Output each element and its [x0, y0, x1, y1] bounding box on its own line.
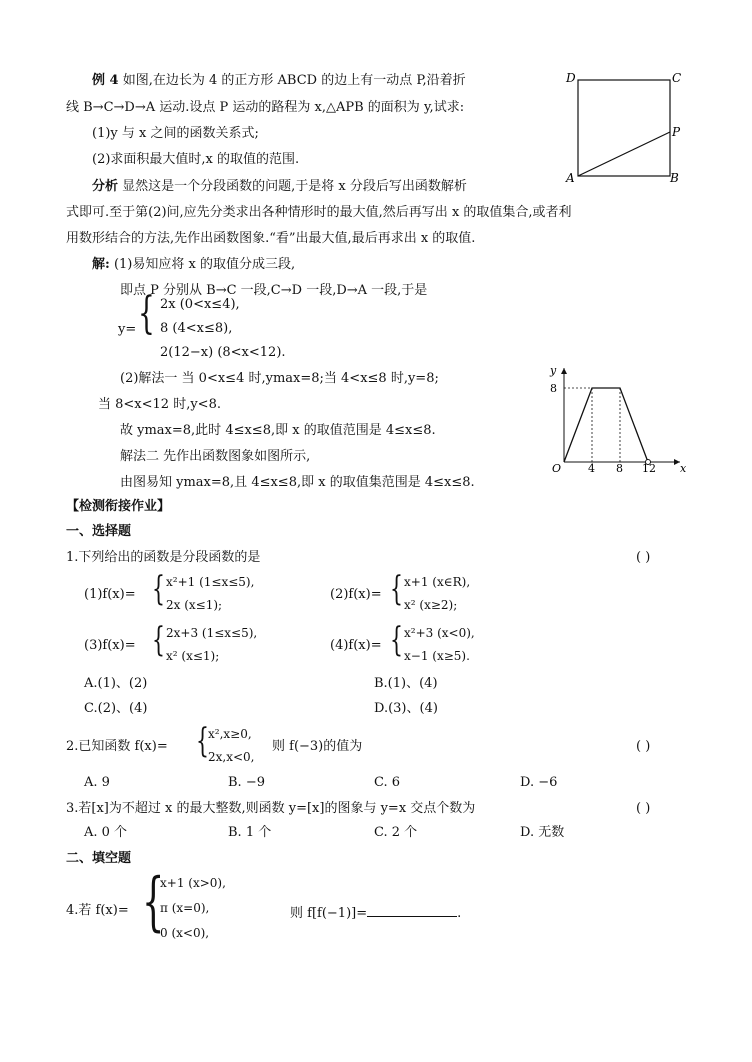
analysis-line-3: 用数形结合的方法,先作出函数图象.“看”出最大值,最后再求出 x 的取值. [66, 231, 476, 246]
f2-case-b: x² (x≥2); [404, 598, 458, 612]
solution-line-4: 当 8<x<12 时,y<8. [98, 397, 221, 412]
f4-label: (4)f(x)= [330, 638, 382, 653]
analysis-label: 分析 [92, 179, 119, 194]
f4-brace: { [390, 620, 403, 660]
analysis-line-2: 式即可.至于第(2)问,应先分类求出各种情形时的最大值,然后再写出 x 的取值集合,或者利 [66, 205, 572, 220]
case-2: 8 (4<x≤8), [160, 321, 233, 336]
f1-case-b: 2x (x≤1); [166, 598, 223, 612]
q4-brace: { [142, 865, 165, 939]
q2-option-d[interactable]: D. −6 [520, 775, 558, 790]
series-line [564, 388, 648, 462]
f3-label: (3)f(x)= [84, 638, 136, 653]
case-3: 2(12−x) (8<x<12). [160, 345, 286, 360]
q4-answer-blank[interactable] [367, 904, 457, 917]
q1-text: 1.下列给出的函数是分段函数的是 [66, 550, 261, 565]
label-b: B [670, 171, 679, 185]
f3-case-b: x² (x≤1); [166, 649, 220, 663]
q3-option-d[interactable]: D. 无数 [520, 825, 565, 840]
y-tick-8: 8 [550, 382, 557, 395]
example-line-2: 线 B→C→D→A 运动.设点 P 运动的路程为 x,△APB 的面积为 y,试求: [66, 100, 465, 115]
q2-label: 2.已知函数 f(x)= [66, 739, 168, 754]
solution-label: 解: [92, 257, 110, 272]
solution-line-5: 故 ymax=8,此时 4≤x≤8,即 x 的取值范围是 4≤x≤8. [120, 423, 436, 438]
example-label: 例 4 [92, 73, 119, 88]
label-p: P [672, 125, 681, 139]
x-tick-4: 4 [588, 462, 595, 474]
x-tick-8: 8 [616, 462, 623, 474]
q2-option-a[interactable]: A. 9 [84, 775, 110, 790]
q4-case-c: 0 (x<0), [160, 926, 210, 940]
f4-case-b: x−1 (x≥5). [404, 649, 470, 663]
q2-case-b: 2x,x<0, [208, 750, 255, 764]
section-fill: 二、填空题 [66, 851, 132, 866]
q3-text: 3.若[x]为不超过 x 的最大整数,则函数 y=[x]的图象与 y=x 交点个数为 [66, 801, 476, 816]
q3-answer-paren: ( ) [636, 801, 651, 816]
q1-answer-paren: ( ) [636, 550, 651, 565]
question-1: (1)y 与 x 之间的函数关系式; [92, 126, 259, 141]
f1-label: (1)f(x)= [84, 587, 136, 602]
q2-brace: { [196, 721, 209, 761]
q1-option-b[interactable]: B.(1)、(4) [374, 676, 438, 691]
solution-line-6: 解法二 先作出函数图象如图所示, [120, 449, 311, 464]
f3-case-a: 2x+3 (1≤x≤5), [166, 626, 258, 640]
solution-line-7: 由图易知 ymax=8,且 4≤x≤8,即 x 的取值集范围是 4≤x≤8. [120, 475, 475, 490]
x-tick-12: 12 [642, 462, 656, 474]
label-a: A [566, 171, 575, 185]
f1-brace: { [152, 569, 165, 609]
q4-case-b: π (x=0), [160, 901, 210, 915]
q4-tail: 则 f[f(−1)]= . [290, 906, 462, 921]
label-c: C [672, 71, 682, 85]
y-equals: y= [118, 322, 137, 337]
origin-label: O [552, 462, 562, 474]
solution-line-2: 即点 P 分别从 B→C 一段,C→D 一段,D→A 一段,于是 [120, 283, 428, 298]
q1-option-d[interactable]: D.(3)、(4) [374, 701, 438, 716]
q2-option-b[interactable]: B. −9 [228, 775, 265, 790]
q2-answer-paren: ( ) [636, 739, 651, 754]
solution-line-3: (2)解法一 当 0<x≤4 时,ymax=8;当 4<x≤8 时,y=8; [120, 371, 439, 386]
q1-option-a[interactable]: A.(1)、(2) [84, 676, 148, 691]
q3-option-a[interactable]: A. 0 个 [84, 825, 128, 840]
label-d: D [566, 71, 576, 85]
segment-ap [578, 132, 670, 176]
f2-brace: { [390, 569, 403, 609]
f2-label: (2)f(x)= [330, 587, 382, 602]
piecewise-brace: { [138, 288, 155, 339]
q4-case-a: x+1 (x>0), [160, 876, 226, 890]
q4-label: 4.若 f(x)= [66, 903, 129, 918]
square-shape [578, 80, 670, 176]
q2-case-a: x²,x≥0, [208, 727, 252, 741]
f4-case-a: x²+3 (x<0), [404, 626, 475, 640]
f1-case-a: x²+1 (1≤x≤5), [166, 575, 255, 589]
q1-option-c[interactable]: C.(2)、(4) [84, 701, 148, 716]
y-axis-arrow [561, 368, 567, 374]
q2-option-c[interactable]: C. 6 [374, 775, 401, 790]
q3-option-b[interactable]: B. 1 个 [228, 825, 272, 840]
f3-brace: { [152, 620, 165, 660]
function-graph [540, 362, 690, 474]
y-axis-label: y [550, 364, 557, 377]
f2-case-a: x+1 (x∈R), [404, 575, 471, 589]
q2-tail: 则 f(−3)的值为 [272, 739, 363, 754]
example-line-1: 例 4 如图,在边长为 4 的正方形 ABCD 的边上有一动点 P,沿着折 [92, 73, 466, 88]
square-figure [560, 66, 690, 190]
question-2: (2)求面积最大值时,x 的取值的范围. [92, 152, 300, 167]
analysis-line-1: 分析 显然这是一个分段函数的问题,于是将 x 分段后写出函数解析 [92, 179, 467, 194]
solution-line-1: 解: (1)易知应将 x 的取值分成三段, [92, 257, 296, 272]
x-axis-label: x [680, 462, 687, 474]
section-choice: 一、选择题 [66, 524, 132, 539]
case-1: 2x (0<x≤4), [160, 297, 240, 312]
homework-header: 【检测衔接作业】 [66, 499, 171, 514]
q3-option-c[interactable]: C. 2 个 [374, 825, 418, 840]
